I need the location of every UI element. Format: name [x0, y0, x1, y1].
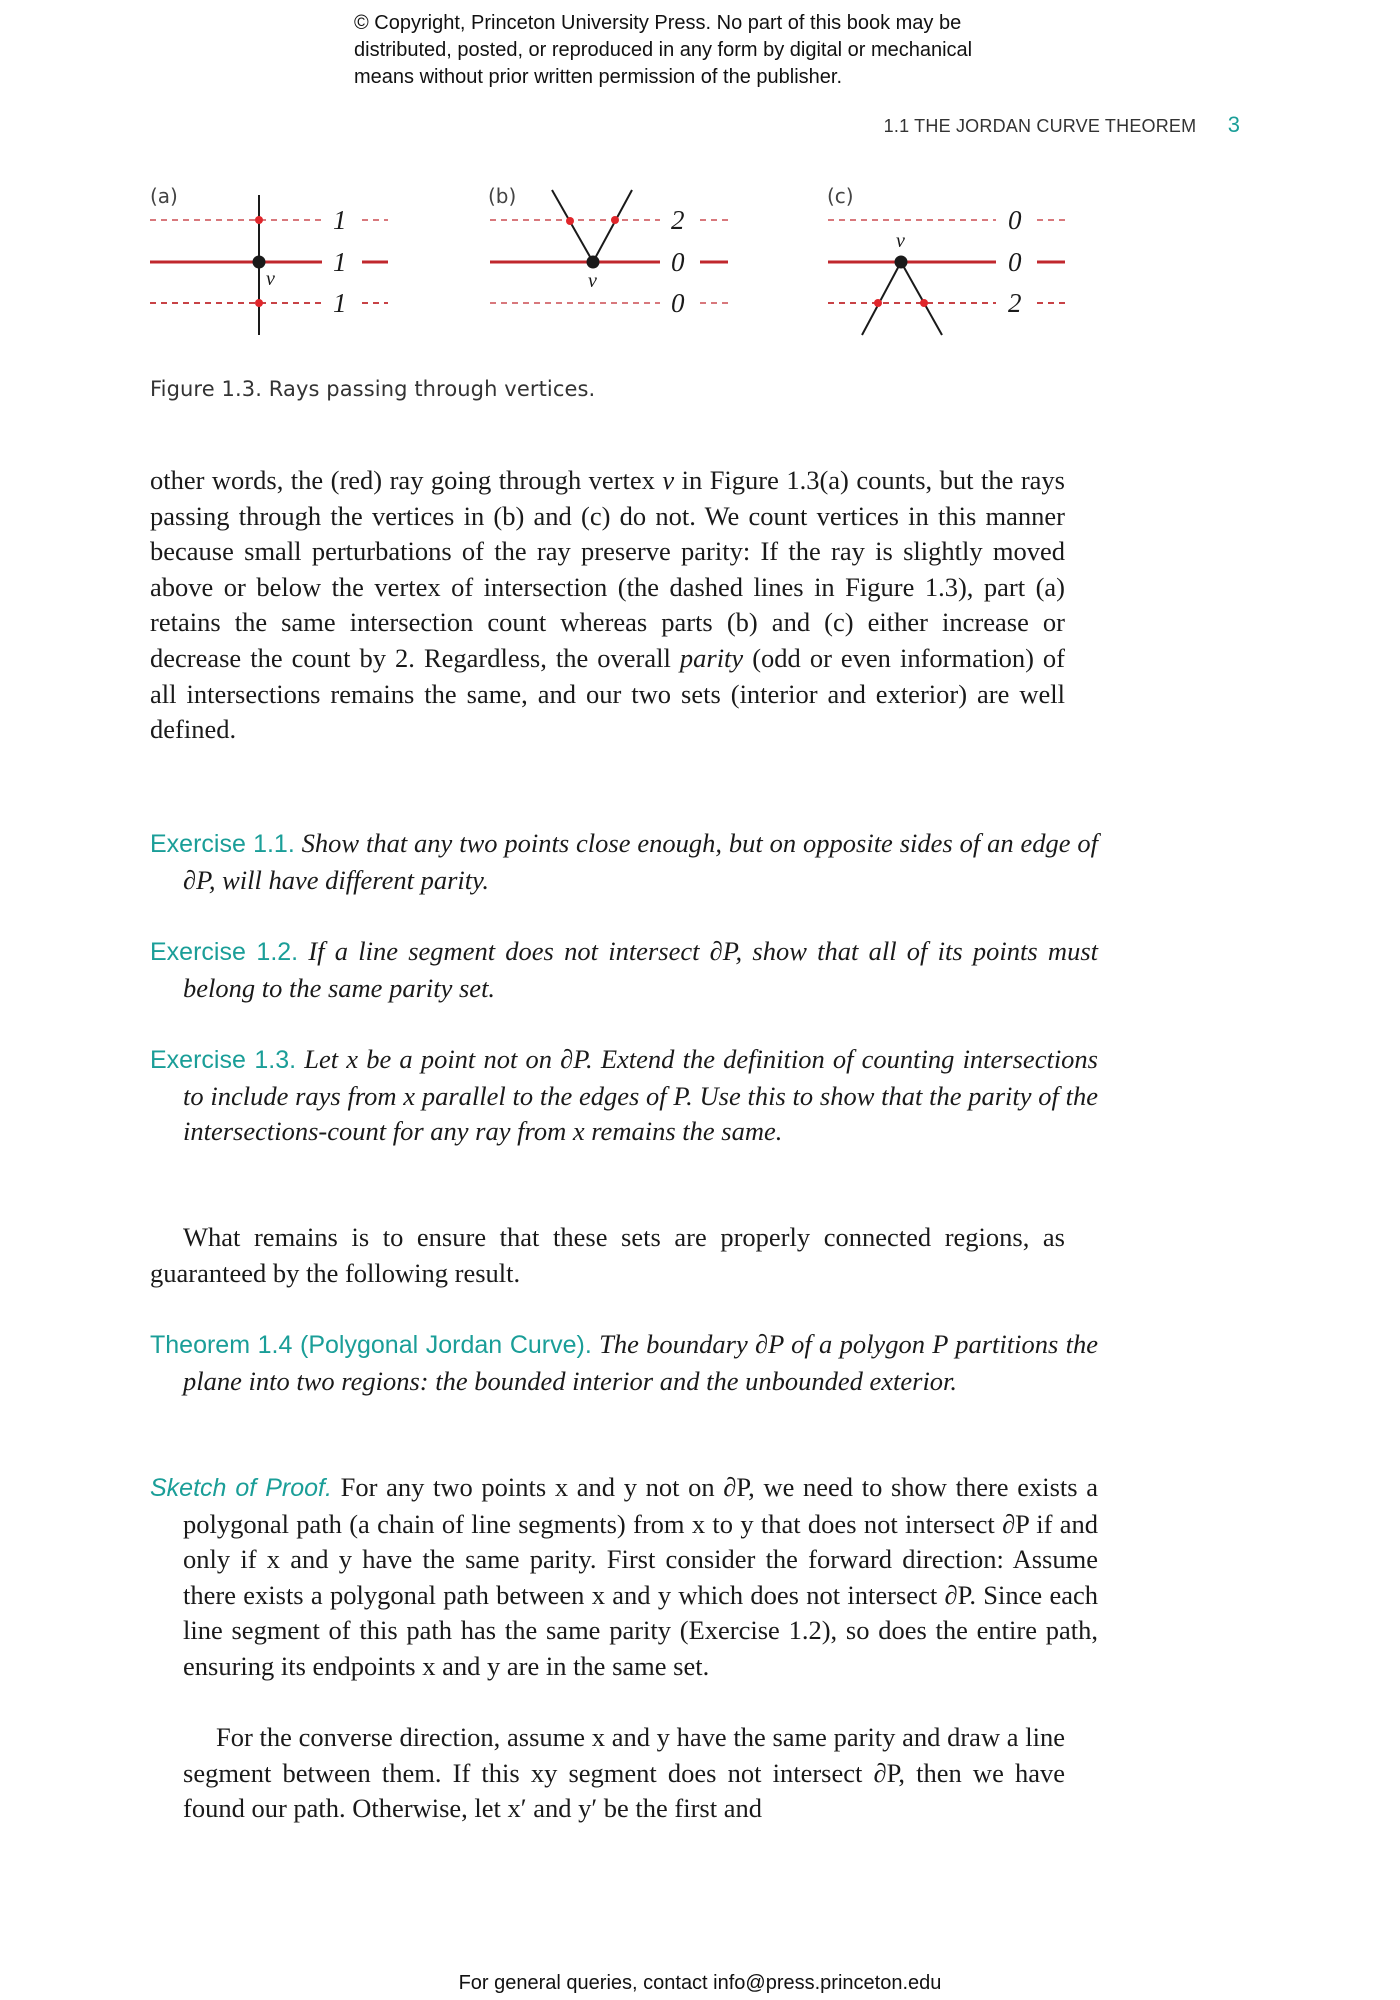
count-middle: 1 [333, 247, 347, 277]
exercise-1-2 [150, 934, 1098, 1006]
theorem-label: Theorem 1.4 (Polygonal Jordan Curve). [150, 1331, 592, 1359]
copyright-line-1: © Copyright, Princeton University Press. No part of this book may be [354, 12, 962, 34]
running-head [800, 112, 1240, 138]
math-v: v [662, 465, 675, 495]
emphasis-parity: parity [679, 642, 744, 673]
panel-c [827, 184, 1065, 335]
panel-b-label: (b) [488, 184, 517, 208]
footer-contact: For general queries, contact info@press.princeton.edu [458, 1972, 942, 1994]
copyright-notice [354, 10, 1114, 91]
proof-converse-text: For the converse direction, assume x and y have the same parity and draw a line segment between them. If this xy segment does not intersect ∂P, then we have found our path. Otherwise, let x′ and y′ be the first and [183, 1722, 1065, 1824]
polygon-edge [593, 190, 632, 262]
text-run: (odd or even information) of all intersections remains the same, and our two sets (interior and exterior) are well defined. [150, 642, 1065, 745]
exercise-label: Exercise 1.2. [150, 938, 299, 966]
count-lower: 0 [671, 288, 685, 318]
vertex-label: v [266, 268, 275, 290]
exercise-label: Exercise 1.3. [150, 1046, 297, 1074]
vertex-label: v [896, 230, 905, 252]
vertex-dot [253, 256, 266, 269]
count-upper: 0 [1008, 205, 1022, 235]
proof-text: For any two points x and y not on ∂P, we need to show there exists a polygonal path (a chain of line segments) from x to y that does not intersect ∂P if and only if x and y have the same parity. First consider the forward direction: Assume there exists a polygonal path between x and y which does not intersect ∂P. Since each line segment of this path has the same parity (Exercise 1.2), so does the entire path, ensuring its endpoints x and y are in the same set. [183, 1472, 1098, 1681]
polygon-edge [862, 262, 901, 335]
exercise-text: Let x be a point not on ∂P. Extend the definition of counting intersections to include rays from x parallel to the edges of P. Use this to show that the parity of the intersections-count for any ray from x remains the same. [183, 1044, 1098, 1147]
vertex-label: v [588, 270, 597, 292]
intersection-point [255, 299, 263, 307]
theorem-text: The boundary ∂P of a polygon P partitions the plane into two regions: the bounded interior and the unbounded exterior. [183, 1329, 1098, 1396]
exercise-1-3 [150, 1042, 1098, 1150]
panel-a-label: (a) [150, 184, 178, 208]
paragraph-parity [150, 463, 1065, 748]
paragraph-what-remains: What remains is to ensure that these sets are properly connected regions, as guaranteed by the following result. [150, 1222, 1065, 1288]
page-number: 3 [1227, 112, 1240, 137]
exercise-text: Show that any two points close enough, but on opposite sides of an edge of ∂P, will have different parity. [183, 828, 1098, 895]
count-upper: 2 [671, 205, 685, 235]
count-lower: 1 [333, 288, 347, 318]
polygon-edge [901, 262, 942, 335]
panel-a [150, 184, 388, 335]
proof-label: Sketch of Proof. [150, 1474, 332, 1502]
count-upper: 1 [333, 205, 347, 235]
sketch-of-proof [150, 1470, 1098, 1685]
vertex-dot [895, 256, 908, 269]
rays-through-vertices-diagram [140, 175, 1080, 355]
figure-caption: Figure 1.3. Rays passing through vertices. [150, 377, 596, 401]
exercise-text: If a line segment does not intersect ∂P, show that all of its points must belong to the same parity set. [183, 936, 1098, 1003]
text-run: other words, the (red) ray going through vertex [150, 465, 663, 495]
intersection-point [874, 299, 882, 307]
copyright-line-2: distributed, posted, or reproduced in any form by digital or mechanical [354, 39, 973, 61]
count-lower: 2 [1008, 288, 1022, 318]
section-title: 1.1 THE JORDAN CURVE THEOREM [883, 116, 1197, 136]
panel-b [488, 184, 728, 318]
polygon-edge [552, 190, 593, 262]
theorem-1-4 [150, 1327, 1098, 1399]
count-middle: 0 [1008, 247, 1022, 277]
intersection-point [611, 216, 619, 224]
text-run: in Figure 1.3(a) counts, but the rays passing through the vertices in (b) and (c) do not. We count vertices in this manner because small perturbations of the ray preserve parity: If the ray is slightly moved above or below the vertex of intersection (the dashed lines in Figure 1.3), part (a) retains the same intersection count whereas parts (b) and (c) either increase or decrease the count by 2. Regardless, the overall [150, 465, 1065, 673]
intersection-point [566, 217, 574, 225]
intersection-point [920, 299, 928, 307]
figure-1-3 [140, 175, 1080, 355]
copyright-line-3: means without prior written permission of the publisher. [354, 66, 843, 88]
intersection-point [255, 216, 263, 224]
panel-c-label: (c) [827, 184, 854, 208]
count-middle: 0 [671, 247, 685, 277]
vertex-dot [587, 256, 600, 269]
exercise-1-1 [150, 826, 1098, 898]
proof-converse [150, 1720, 1065, 1827]
exercise-label: Exercise 1.1. [150, 830, 295, 858]
